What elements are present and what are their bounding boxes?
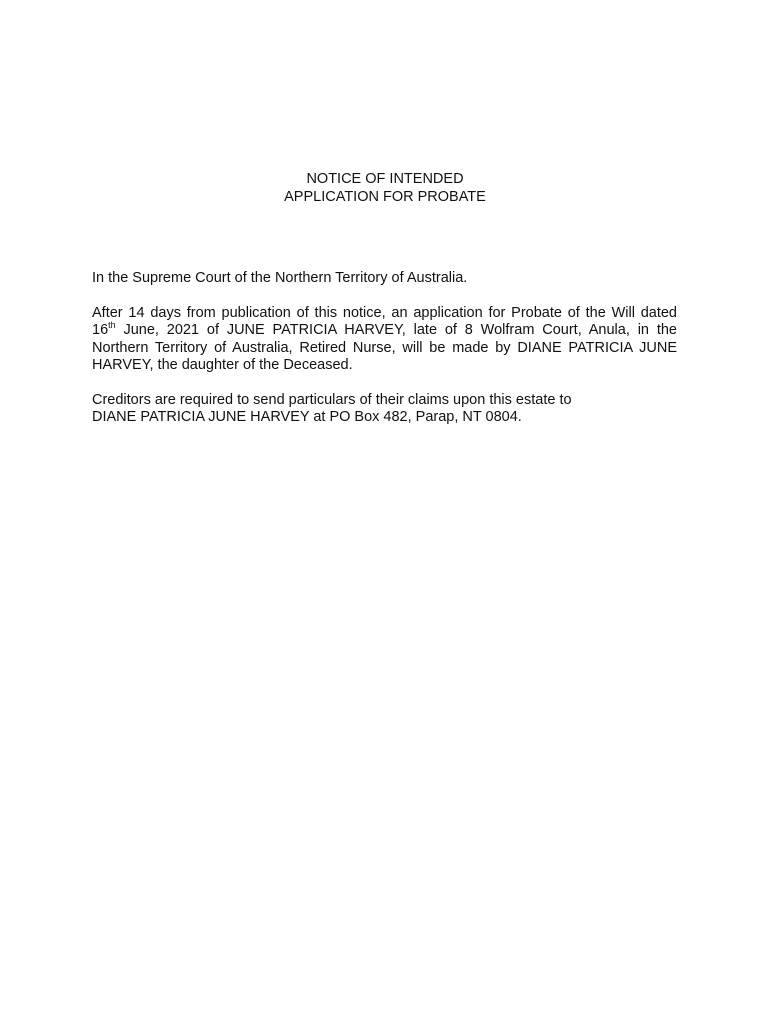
creditors-line-1: Creditors are required to send particulars of their claims upon this estate to (92, 391, 572, 408)
notice-body (92, 270, 677, 444)
date-ordinal-superscript: th (108, 320, 116, 331)
application-paragraph (92, 305, 677, 375)
application-text-part2: June, 2021 of JUNE PATRICIA HARVEY, late of 8 Wolfram Court, Anula, in the Northern Territory of Australia, Retired Nurse, will be made by DIANE PATRICIA JUNE HARVEY, the daughter of the Deceased. (92, 322, 677, 373)
title-line-2: APPLICATION FOR PROBATE (284, 189, 486, 205)
title-line-1: NOTICE OF INTENDED (306, 171, 464, 187)
creditors-paragraph (92, 392, 677, 427)
court-paragraph: In the Supreme Court of the Northern Territory of Australia. (92, 270, 468, 286)
application-text-part1: After 14 days from publication of this notice, an application for Probate of the Will dated 16 (92, 304, 677, 338)
notice-title (0, 170, 770, 206)
creditors-line-2: DIANE PATRICIA JUNE HARVEY at PO Box 482, Parap, NT 0804. (92, 409, 522, 425)
